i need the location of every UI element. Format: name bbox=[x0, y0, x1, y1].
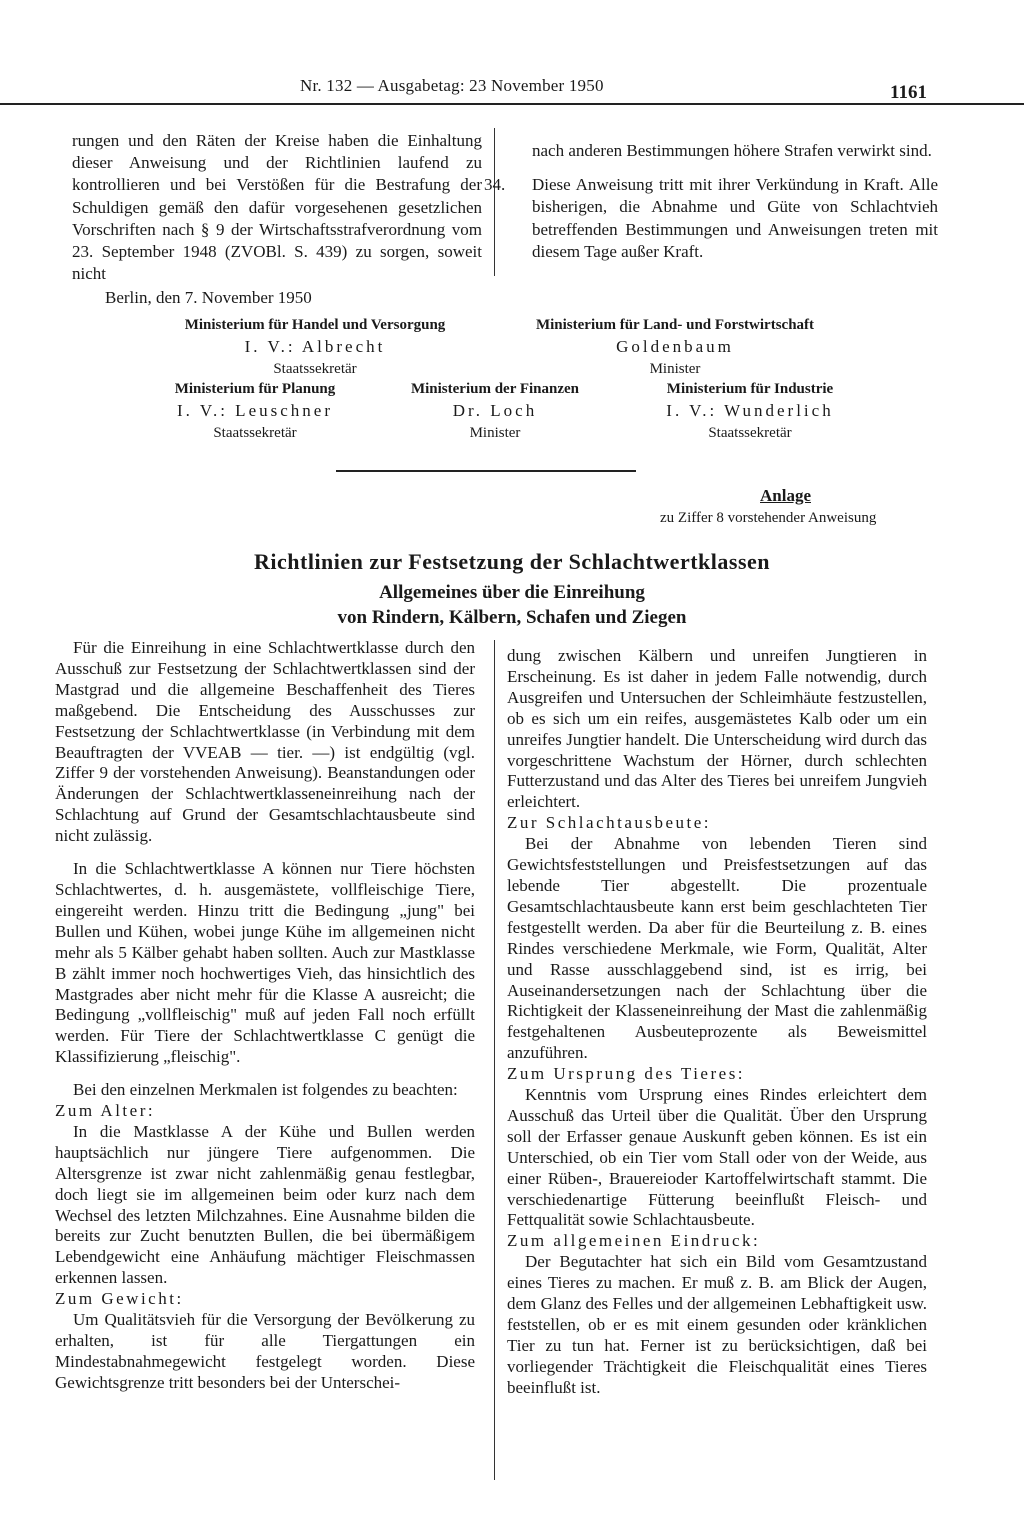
section-separator bbox=[336, 470, 636, 472]
subtitle-line-1: Allgemeines über die Einreihung bbox=[379, 582, 645, 603]
paragraph: Um Qualitätsvieh für die Versorgung der Bevölkerung zu erhalten, ist für alle Tiergattungen ein Mindestabnahmegewicht festgelegt worden. Diese Gewichtsgrenze tritt besonders bei der Unterschei- bbox=[55, 1310, 475, 1392]
signature-industrie bbox=[620, 378, 880, 444]
paragraph-34 bbox=[484, 174, 938, 263]
column-divider-body bbox=[494, 640, 495, 1480]
place-date: Berlin, den 7. November 1950 bbox=[105, 288, 312, 307]
signature-role: Minister bbox=[649, 361, 701, 377]
paragraph: In die Schlachtwertklasse A können nur Tiere höchsten Schlachtwertes, d. h. ausgemästete, vollfleischige Tiere, eingereiht werden. Hinzu tritt die Bedingung „jung" bei Bullen und Kühen, wobei junge Kühe im allgemeinen nicht mehr als 5 Kälber gehabt haben sollten. Auch zur Mastklasse B zählt immer noch hochwertiges Vieh, das hinsichtlich des Mastgrades aber nicht mehr für die Klasse A ausreicht; die Bedingung „vollfleischig" muß auf jeden Fall noch erfüllt werden. Für Tiere der Schlachtwertklasse C genügt die Klassifizierung „fleischig". bbox=[55, 859, 475, 1067]
signature-role: Staatssekretär bbox=[213, 425, 297, 441]
signature-finanzen bbox=[385, 378, 605, 444]
section-heading-ursprung: Zum Ursprung des Tieres: bbox=[507, 1064, 746, 1084]
top-right-continuation: nach anderen Bestimmungen höhere Strafen verwirkt sind. bbox=[532, 141, 932, 160]
signature-planung bbox=[120, 378, 390, 444]
paragraph: In die Mastklasse A der Kühe und Bullen werden hauptsächlich nur jüngere Tiere aufgenommen. Die Altersgrenze ist zwar nicht zahlenmäßig genau festlegbar, doch liegt sie im allgemeinen beim oder kurz nach dem Wechsel des letzten Milchzahnes. Eine Ausnahme bilden die bereits zur Zucht benutzten Bullen, die bei übermäßigem Lebendgewicht eine Anhäufung mächtiger Fleischmassen erkennen lassen. bbox=[55, 1121, 475, 1288]
column-divider-top bbox=[494, 128, 495, 276]
signature-ministry: Ministerium für Land- und Forstwirtschaft bbox=[535, 317, 815, 333]
main-title: Richtlinien zur Festsetzung der Schlachtwertklassen bbox=[254, 549, 770, 574]
signature-role: Staatssekretär bbox=[708, 425, 792, 441]
paragraph-34-number: 34. bbox=[484, 175, 506, 195]
section-heading-alter: Zum Alter: bbox=[55, 1101, 156, 1121]
paragraph: Der Begutachter hat sich ein Bild vom Gesamtzustand eines Tieres zu machen. Er muß z. B. am Blick der Augen, dem Glanz des Felles und der allgemeinen Lebhaftigkeit usw. feststellen, ob er es mit einem gesunden oder kränklichen Tier zu tun hat. Ferner ist zu berücksichtigen, daß bei vorliegender Trächtigkeit die Fleischqualität eines Tieres beeinflußt ist. bbox=[507, 1252, 927, 1397]
header-rule bbox=[0, 103, 1024, 105]
section-heading-gewicht: Zum Gewicht: bbox=[55, 1289, 184, 1309]
paragraph: Bei der Abnahme von lebenden Tieren sind Gewichtsfeststellungen und Preisfestsetzungen auf das lebende Tier abgestellt. Die prozentuale Gesamtschlachtausbeute kann erst beim geschlachteten Tier festgestellt werden. Da aber für die Beurteilung z. B. eines Rindes verschiedene Merkmale, wie Form, Qualität, Alter und Rasse ausschlaggebend sind, ist es irrig, bei Auseinandersetzungen nach der Schlachtung über die Richtigkeit der Klasseneinreihung der Mast die zahlenmäßig festgehaltenen Ausbeuteprozente als Beweismittel anzuführen. bbox=[507, 834, 927, 1063]
page-number: 1161 bbox=[890, 82, 927, 103]
signature-ministry: Ministerium der Finanzen bbox=[410, 381, 580, 397]
paragraph-34-text: Diese Anweisung tritt mit ihrer Verkündung in Kraft. Alle bisherigen, die Abnahme und Güte von Schlachtvieh betreffenden Bestimmungen und Anweisungen treten mit diesem Tage außer Kraft. bbox=[532, 175, 938, 261]
section-heading-schlachtausbeute: Zur Schlachtausbeute: bbox=[507, 813, 712, 833]
subtitle-line-2: von Rindern, Kälbern, Schafen und Ziegen bbox=[337, 607, 687, 628]
signature-role: Staatssekretär bbox=[273, 361, 357, 377]
signature-ministry: Ministerium für Industrie bbox=[666, 381, 834, 397]
signature-handel bbox=[140, 314, 490, 380]
paragraph: Für die Einreihung in eine Schlachtwertklasse durch den Ausschuß zur Festsetzung der Schlachtwertklassen sind der Mastgrad und die allgemeine Beschaffenheit des Tieres maßgebend. Die Entscheidung des Ausschusses zur Festsetzung der Schlachtwertklasse (in Verbindung mit dem Beauftragten der VVEAB — tier. —) ist endgültig (vgl. Ziffer 9 der vorstehenden Anweisung). Beanstandungen oder Änderungen der Schlachtwertklasseneinreihung nach der Schlachtung auf Grund der Gesamtschlachtausbeute sind nicht zulässig. bbox=[55, 638, 475, 846]
running-head: Nr. 132 — Ausgabetag: 23 November 1950 bbox=[300, 76, 604, 95]
signature-name: Dr. Loch bbox=[452, 401, 538, 420]
top-left-column: rungen und den Räten der Kreise haben die Einhaltung dieser Anweisung und der Richtlinien laufend zu kontrollieren und bei Verstößen für die Bestrafung der Schuldigen gemäß den dafür vorgesehenen gesetzlichen Vorschriften nach § 9 der Wirtschaftsstrafverordnung vom 23. September 1948 (ZVOBl. S. 439) zu sorgen, soweit nicht bbox=[72, 131, 482, 284]
signature-ministry: Ministerium für Handel und Versorgung bbox=[184, 317, 446, 333]
top-right-column bbox=[484, 140, 938, 263]
body-right-column bbox=[507, 646, 927, 1399]
body-left-column bbox=[55, 638, 475, 1394]
signature-role: Minister bbox=[469, 425, 521, 441]
signature-name: I. V.: Wunderlich bbox=[666, 401, 834, 420]
paragraph: Bei den einzelnen Merkmalen ist folgendes zu beachten: bbox=[73, 1080, 458, 1100]
paragraph: Kenntnis vom Ursprung eines Rindes erleichtert dem Ausschuß das Urteil über die Qualität. Über den Ursprung soll der Erfasser genaue Auskunft geben können. Es ist ein Unterschied, ob ein Tier vom Stall oder von der Weide, aus einer Rüben-, Brauereioder Kartoffelwirtschaft stammt. Die verschiedenartige Fütterung beeinflußt Fleisch- und Fettqualität sowie Schlachtausbeute. bbox=[507, 1085, 927, 1230]
anlage-label: Anlage bbox=[760, 486, 811, 505]
anlage-subtitle: zu Ziffer 8 vorstehender Anweisung bbox=[660, 510, 877, 526]
signature-name: I. V.: Leuschner bbox=[177, 401, 333, 420]
signature-name: Goldenbaum bbox=[616, 337, 734, 356]
signature-name: I. V.: Albrecht bbox=[244, 337, 386, 356]
signature-ministry: Ministerium für Planung bbox=[174, 381, 336, 397]
signature-land bbox=[490, 314, 860, 380]
section-heading-eindruck: Zum allgemeinen Eindruck: bbox=[507, 1231, 761, 1251]
paragraph: dung zwischen Kälbern und unreifen Jungtieren in Erscheinung. Es ist daher in jedem Falle notwendig, durch Ausgreifen und Untersuchen der Schleimhäute festzustellen, ob es sich um ein reifes, ausgemästetes Kalb oder um ein unreifes Jungtier handelt. Die Unterscheidung wird durch das vorgeschrittene Wachstum der Hörner, durch schlechten Futterzustand und das Alter des Tieres bei unreifem Jungvieh erleichtert. bbox=[507, 646, 927, 812]
